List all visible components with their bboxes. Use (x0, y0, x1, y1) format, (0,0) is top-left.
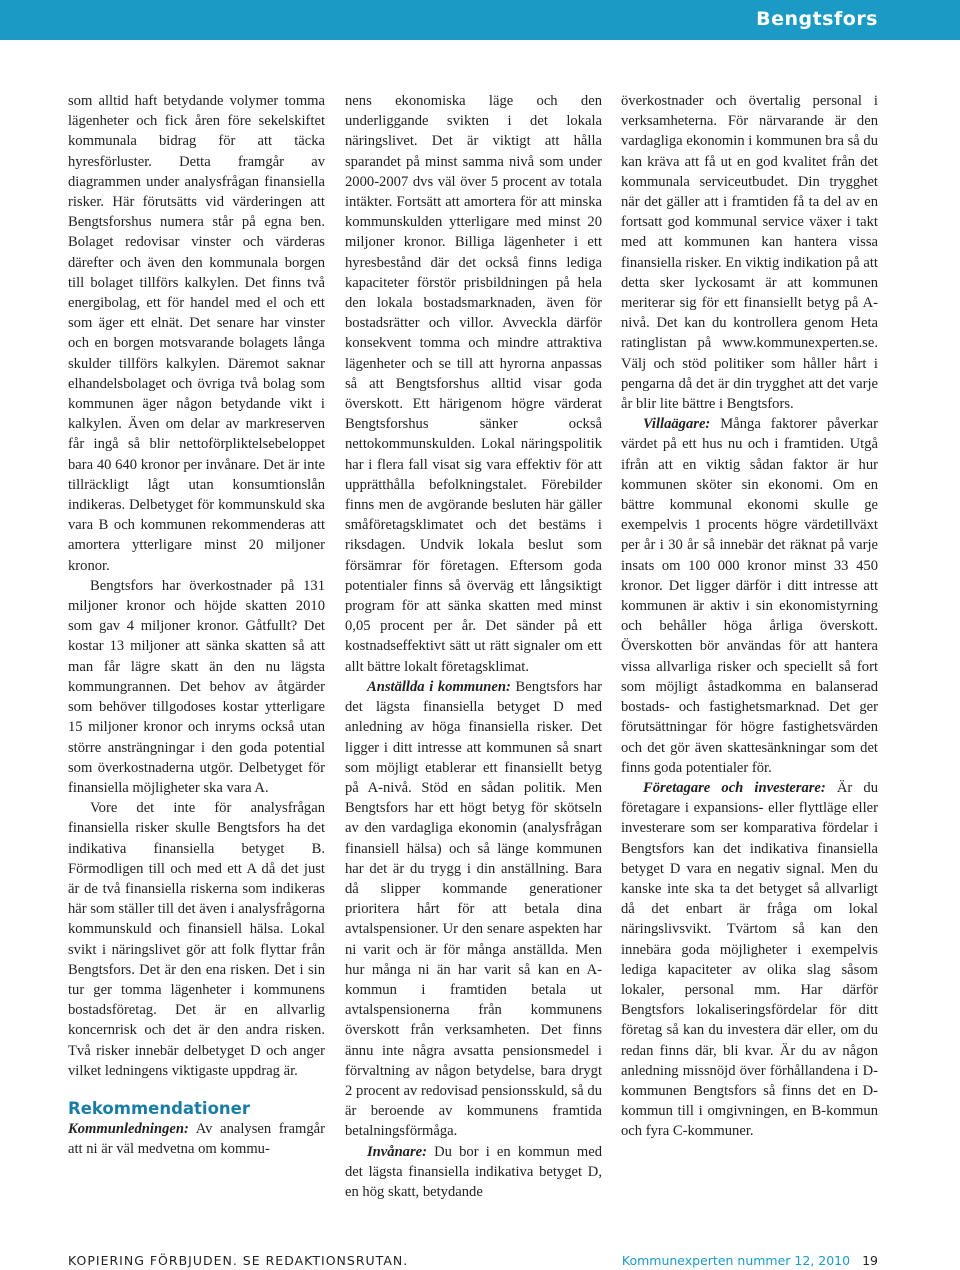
paragraph (621, 414, 878, 778)
footer-publication-name: Kommunexperten nummer 12, 2010 (621, 1253, 851, 1268)
paragraph-lead: Invånare: (367, 1143, 427, 1160)
page-number: 19 (862, 1253, 878, 1268)
page-header-title: Bengtsfors (756, 8, 878, 30)
paragraph-text: Du bor i en kommun med det lägsta finansiella indikativa betyget D, en hög skatt, betydande (345, 1143, 602, 1200)
paragraph-lead: Kommunledningen: (68, 1120, 189, 1137)
paragraph-text: Av analysen framgår att ni är väl medvetna om kommu- (68, 1120, 325, 1158)
paragraph-lead: Företagare och investerare: (643, 779, 826, 796)
paragraph: nens ekonomiska läge och den underliggande svikten i det lokala näringslivet. Det är viktigt att hålla sparandet på minst samma nivå som under 2000-2007 dvs väl över 5 procent av totala intäkter. Fortsätt att amortera för att minska kommunskulden ytterligare med minst 20 miljoner kronor. Billiga lägenheter i ett hyresbestånd där det också finns lediga kapaciteter förstör prisbildningen på hela den lokala bostadsmarknaden, även för bostadsrätter och villor. Avveckla därför konsekvent tomma och mindre attraktiva lägenheter och se till att hyrorna anpassas så att Bengtsforshus alltid visar goda överskott. Ett härigenom högre värderat Bengtsforshus sänker också nettokommunskulden. Lokal näringspolitik har i flera fall visat sig vara effektiv för att upprätthålla befolkningstalet. Förebilder finns men de avgörande besluten här gäller småföretagsklimatet och det bestäms i riksdagen. Undvik lokala beslut som försämrar för företagen. Eftersom goda potentialer finns så överväg ett långsiktigt program för att sänka skatten med minst 0,05 procent per år. Det sänder på ett kostnadseffektivt sätt ut rätt signaler om ett allt bättre lokalt företagsklimat. (345, 93, 602, 675)
paragraph: överkostnader och övertalig personal i verksamheterna. För närvarande är den vardagliga ekonomin i kommunen bra så du kan kräva att få ut en god kvalitet från det kommunala serviceutbudet. Din trygghet när det gäller att i framtiden få ta del av en fortsatt god kommunal service växer i takt med att kommunen kan hantera vissa finansiella risker. En viktig indikation på att detta sker lyckosamt är att kommunen meriterar sig för ett finansiellt betyg på A-nivå. Det kan du kontrollera genom Heta ratinglistan på www.kommunexperten.se. Välj och stöd politiker som håller hårt i pengarna då det är din trygghet att det varje år blir lite bättre i Bengtsfors. (621, 93, 878, 413)
footer-copyright: KOPIERING FÖRBJUDEN. SE REDAKTIONSRUTAN. (68, 1253, 409, 1268)
paragraph-text: Många faktorer påverkar värdet på ett hus nu och i framtiden. Utgå ifrån att en viktig sådan faktor är hur kommunen sköter sin ekonomi. Om en bättre kommunal ekonomi skulle ge exempelvis 1 procents högre värdetillväxt per år i 30 år så innebär det räknat på varje insats om 100 000 kronor minst 33 450 kronor. Det ligger därför i ditt intresse att kommunen är aktiv i sin ekonomistyrning och behåller höga årliga överskott. Överskotten bör användas för att hantera vissa allvarliga risker och speciellt så fort som möjligt åstadkomma en balanserad bostads- och fastighetsmarknad. Det ger förutsättningar för högre fastighetsvärden och det gör även skattesänkningar som det finns goda potentialer för. (621, 416, 878, 776)
paragraph: Bengtsfors har överkostnader på 131 miljoner kronor och höjde skatten 2010 som gav 4 miljoner kronor. Gåtfullt? Det kostar 13 miljoner att sänka skatten så att man får lägre skatt än den nu lägsta kommungrannen. Det behov av åtgärder som behöver tillgodoses kostar ytterligare 15 miljoner kronor och inryms också utan större ansträngningar i den goda potential som överkostnaderna utgör. Delbetyget för finansiella möjligheter ska vara A. (68, 577, 325, 796)
paragraph (345, 1142, 602, 1203)
header-band (0, 0, 960, 40)
paragraph-lead: Anställda i kommunen: (367, 678, 511, 695)
paragraph-text: Bengtsfors har det lägsta finansiella betyget D med anledning av höga finansiella risker. Det ligger i ditt intresse att kommunen så snart som möjligt etablerar ett finansiellt betyg på A-nivå. Stöd en sådan politik. Men Bengtsfors har ett högt betyg för skötseln av den vardagliga ekonomin (analysfrågan finansiell hälsa) och så länge kommunen har det är du trygg i din anställning. Bara då slipper kommande generationer prioritera hårt för att betala dina avtalspensioner. Ur den senare aspekten har ni varit och är för många anställda. Men hur många ni än har varit så kan en A-kommun i framtiden betala ut avtalspensionerna från kommunens överskott från verksamheten. Det finns ännu inte några avsatta pensionsmedel i förvaltning av någon betydelse, bara drygt 2 procent av redovisad pensionsskuld, så du är beroende av kommunens framtida betalningsförmåga. (345, 678, 602, 1140)
paragraph: Vore det inte för analysfrågan finansiella risker skulle Bengtsfors ha det indikativa finansiella betyget B. Förmodligen till och med ett A då det just är de två finansiella riskerna som indikeras här som ställer till det även i analysfrågorna kommunskuld och finansiell hälsa. Lokal svikt i näringslivet gör att folk flyttar från Bengtsfors. Det är den ena risken. Det i sin tur ger tomma lägenheter i kommunens bostadsföretag. Det är en allvarlig koncernrisk och det är den andra risken. Två risker innebär delbetyget D och anger vilket ledningens viktigaste uppdrag är. (68, 800, 325, 1079)
paragraph (345, 677, 602, 1142)
paragraph (68, 1119, 325, 1159)
text-column-3 (621, 91, 878, 1142)
footer-publication (622, 1253, 878, 1268)
paragraph-text: Är du företagare i expansions- eller flyttläge eller investerare som ser komparativa fördelar i Bengtsfors kan det indikativa finansiella betyget D vara en negativ signal. Men du kanske inte ska ta det betyget så allvarligt då det enbart är fråga om lokal näringslivsvikt. Tvärtom så kan den innebära goda möjligheter i exempelvis lediga kapaciteter av olika slag såsom lokaler, personal mm. Har därför Bengtsfors lokaliseringsfördelar för ditt företag så kan du investera där eller, om du redan finns där, bli kvar. Är du av någon anledning missnöjd över förhållandena i D-kommunen Bengtsfors så finns det en D-kommun till i omgivningen, en B-kommun och fyra C-kommuner. (621, 779, 879, 1140)
paragraph-lead: Villaägare: (643, 416, 711, 433)
text-column-2 (345, 91, 602, 1202)
section-heading: Rekommendationer (68, 1098, 250, 1118)
text-column-1 (68, 91, 325, 1159)
paragraph: som alltid haft betydande volymer tomma lägenheter och fick åren före sekelskiftet kommunala bidrag för att täcka hyresförluster. Detta framgår av diagrammen under analysfrågan finansiella risker. Här förutsätts vid värderingen att Bengtsforshus numera står på egna ben. Bolaget redovisar vinster och värderas därefter och även den kommunala borgen till bolaget tillförs kalkylen. Det finns två energibolag, ett för handel med el och ett som äger ett elnät. Det senare har vinster och en borgen motsvarande bolagets långa skulder tillförs kalkylen. Däremot saknar elhandelsbolaget och övriga två bolag som kommunen äger någon betydande vikt i kalkylen. Även om delar av markreserven får ingå så blir nettoförpliktelsebeloppet bara 40 640 kronor per invånare. Det är inte tillräckligt lågt utan konsumtionslån indikeras. Delbetyget för kommunskuld ska vara B och kommunen rekommenderas att amortera ytterligare minst 20 miljoner kronor. (68, 93, 325, 574)
paragraph (621, 778, 878, 1142)
